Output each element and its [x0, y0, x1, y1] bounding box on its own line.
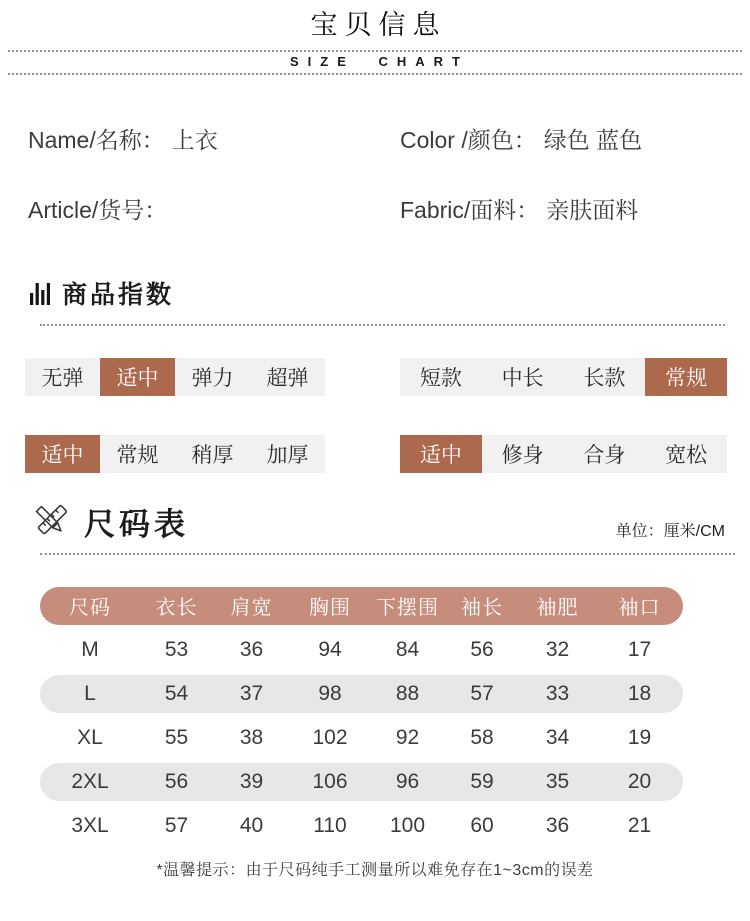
size-table-header-cell: 袖口	[618, 597, 661, 620]
info-color-label: Color /颜色：	[400, 126, 537, 153]
index-option: 加厚	[266, 443, 309, 467]
info-fabric-label: Fabric/面料：	[400, 196, 540, 223]
measurement-cell: 19	[627, 725, 652, 749]
measurement-cell: 100	[389, 813, 426, 837]
index-option-group	[400, 358, 727, 396]
measurement-cell: 106	[312, 769, 348, 793]
measurement-cell: 38	[239, 725, 264, 749]
measurement-cell: 55	[164, 725, 189, 749]
size-chart-section	[0, 499, 750, 880]
measurement-cell: 102	[312, 725, 348, 749]
page-header	[0, 0, 750, 75]
index-option: 长款	[583, 366, 626, 390]
size-table-header-cell: 衣长	[155, 597, 198, 620]
measurement-cell: 98	[318, 681, 342, 705]
info-article-label: Article/货号：	[28, 196, 168, 223]
measurement-cell: 18	[627, 681, 652, 705]
measurement-cell: 33	[545, 681, 570, 705]
measurement-cell: 58	[470, 725, 494, 749]
index-option-selected: 适中	[100, 358, 175, 396]
size-cell: M	[81, 637, 99, 661]
product-index-section	[0, 275, 750, 473]
size-table-header-cell: 胸围	[309, 597, 351, 620]
size-table-header-cell: 袖肥	[536, 597, 579, 620]
index-option-selected: 适中	[400, 435, 482, 473]
measurement-cell: 54	[164, 681, 189, 705]
measurement-cell: 53	[164, 637, 189, 661]
size-table-row	[40, 719, 683, 757]
measurement-cell: 21	[627, 813, 652, 837]
info-color-value: 绿色 蓝色	[543, 126, 643, 153]
index-option: 超弹	[266, 366, 309, 390]
measurement-cell: 37	[239, 681, 264, 705]
info-fabric	[400, 195, 750, 225]
divider	[40, 553, 735, 555]
index-option-group	[400, 435, 727, 473]
index-option-groups	[0, 358, 750, 473]
index-option-selected: 常规	[645, 358, 727, 396]
unit-label: 单位：厘米/CM	[615, 522, 725, 540]
index-option: 无弹	[41, 366, 84, 390]
info-name-label: Name/名称：	[28, 126, 165, 153]
page-subtitle: SIZE CHART	[290, 53, 469, 69]
size-table-header-row	[40, 587, 683, 625]
index-option: 中长	[501, 366, 544, 390]
size-table-header-cell: 袖长	[461, 597, 503, 620]
measurement-cell: 32	[545, 637, 570, 661]
index-option-group	[25, 435, 325, 473]
size-table-header-cell: 尺码	[69, 597, 111, 620]
size-table-header-cell: 肩宽	[230, 597, 273, 620]
index-section-head	[0, 275, 750, 311]
measurement-cell: 36	[239, 637, 264, 661]
size-table-row	[40, 807, 683, 845]
info-name-value: 上衣	[171, 126, 218, 153]
info-color	[400, 125, 750, 155]
info-name	[28, 125, 400, 155]
index-option: 弹力	[191, 366, 234, 390]
measurement-cell: 56	[470, 637, 494, 661]
index-option-group	[25, 358, 325, 396]
page-title: 宝贝信息	[310, 10, 447, 40]
measurement-cell: 96	[395, 769, 420, 793]
info-article	[28, 195, 400, 225]
divider	[40, 324, 725, 326]
measurement-note: *温馨提示：由于尺码纯手工测量所以难免存在1~3cm的误差	[156, 861, 594, 879]
size-table-row	[40, 631, 683, 669]
index-option: 修身	[501, 443, 544, 467]
measurement-cell: 34	[545, 725, 570, 749]
size-table-row	[40, 763, 683, 801]
measurement-cell: 57	[470, 681, 494, 705]
measurement-cell: 57	[164, 813, 189, 837]
measurement-cell: 20	[627, 769, 652, 793]
measurement-cell: 94	[318, 637, 342, 661]
pencil-ruler-icon	[30, 500, 72, 542]
size-section-title: 尺码表	[84, 506, 189, 542]
index-section-title: 商品指数	[62, 280, 175, 309]
measurement-cell: 56	[164, 769, 189, 793]
measurement-cell: 17	[627, 637, 652, 661]
measurement-cell: 60	[470, 813, 494, 837]
size-table	[40, 587, 683, 845]
measurement-cell: 59	[470, 769, 494, 793]
product-info-section	[0, 125, 750, 225]
size-section-head	[0, 499, 750, 544]
divider	[8, 73, 742, 75]
size-cell: L	[84, 681, 96, 705]
measurement-cell: 40	[239, 813, 264, 837]
index-option: 合身	[583, 443, 626, 467]
size-cell: XL	[77, 725, 103, 749]
measurement-cell: 84	[395, 637, 420, 661]
index-option: 常规	[116, 443, 159, 467]
bar-chart-icon	[30, 281, 50, 305]
size-table-row	[40, 675, 683, 713]
index-option: 宽松	[665, 443, 708, 467]
measurement-cell: 36	[545, 813, 570, 837]
measurement-cell: 92	[395, 725, 420, 749]
index-option: 短款	[419, 366, 462, 390]
size-cell: 3XL	[71, 813, 109, 837]
measurement-cell: 110	[313, 813, 347, 837]
measurement-cell: 35	[545, 769, 570, 793]
size-table-header-cell: 下摆围	[376, 597, 439, 620]
index-option: 稍厚	[191, 443, 234, 467]
measurement-cell: 39	[239, 769, 264, 793]
measurement-cell: 88	[395, 681, 420, 705]
index-option-selected: 适中	[25, 435, 100, 473]
size-cell: 2XL	[71, 769, 109, 793]
info-fabric-value: 亲肤面料	[546, 196, 639, 223]
